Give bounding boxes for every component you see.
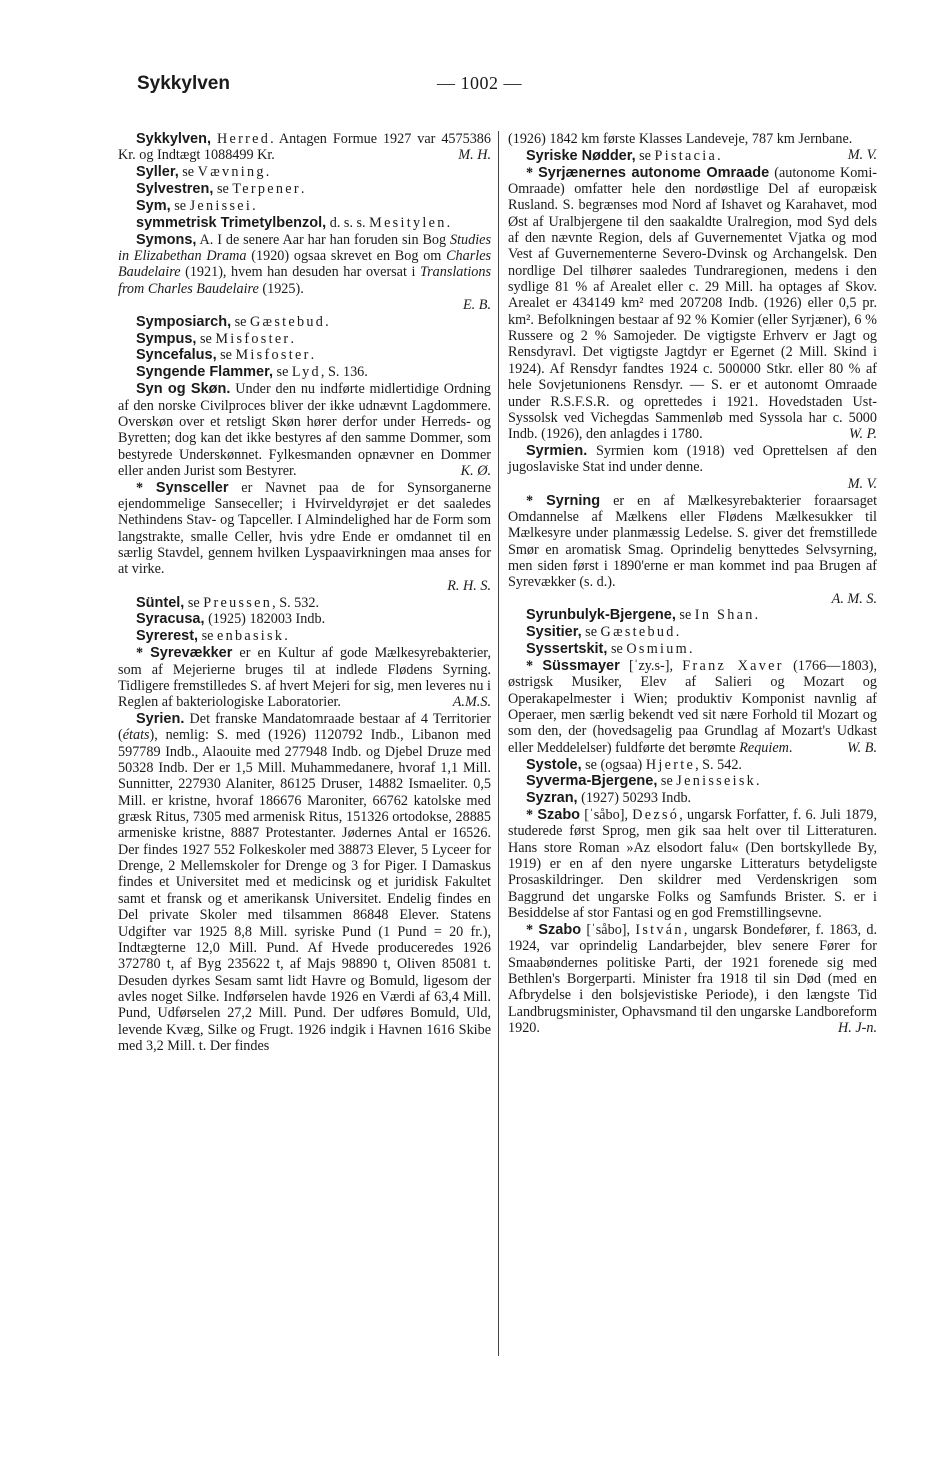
- entry-suntel: [118, 595, 491, 611]
- entry-text: Det franske Mandatomraade bestaar af 4 Territorier (: [118, 711, 492, 744]
- person-name: István: [635, 922, 684, 938]
- entry-text: er Navnet paa de for Synsorganerne ejendommelige Sanseceller; i Hvirveldyrøjet er det saaledes Nethindens Stav- og Tapceller. I Almindelighed har de Form som langstrakte, smalle Celler, hvis ydre Ende er omdannet til en særlig Stavdel, gennem hvilken Lyspaavirkningen maa anses for at virke.: [118, 479, 492, 578]
- entry-text: .: [300, 181, 305, 198]
- entry-text: .: [675, 624, 680, 641]
- entry-text: Syrmien kom (1918) ved Oprettelsen af den jugoslaviske Stat ind under denne.: [508, 443, 877, 476]
- see-label: se: [187, 594, 200, 611]
- entry-text: . Antagen Formue 1927 var 4575386 Kr. og Indtægt 1088499 Kr.: [118, 131, 491, 164]
- entry-szabo-dezso: [508, 807, 877, 921]
- entry-syrunbulyk: [508, 607, 877, 623]
- headword: Syrning: [546, 492, 601, 509]
- person-name: Franz Xaver: [682, 658, 784, 674]
- entry-text: .: [754, 607, 759, 624]
- entry-text: , S. 542.: [695, 756, 742, 773]
- entry-text: (1925).: [262, 280, 304, 297]
- entry-syzran: [508, 790, 877, 806]
- headword: Systole,: [526, 756, 582, 773]
- see-label: se: [220, 347, 232, 364]
- headword: Syngende Flammer,: [136, 364, 273, 381]
- see-label: se (ogsaa): [585, 756, 643, 773]
- see-label: se: [585, 624, 597, 641]
- pronunciation: [ˈsåbo],: [586, 922, 631, 938]
- author-signature: A. M. S.: [831, 591, 877, 608]
- entry-symons: [118, 232, 491, 297]
- entry-text: .: [788, 739, 793, 756]
- cross-ref: Lyd: [291, 364, 321, 381]
- entry-sussmayer: [508, 658, 877, 756]
- see-label: se: [234, 313, 247, 330]
- entry-szabo-istvan: [508, 922, 877, 1036]
- cross-ref: Jenisseisk: [676, 773, 757, 790]
- entry-sylvestren: [118, 181, 491, 197]
- entry-sympus: [118, 331, 491, 347]
- entry-text: (autonome Komi-Omraade) omfatter hele den nordøstlige Del af europæisk Rusland. S. begrænses mod Nord af Ishavet og Karahavet, mod Øst af Uralbjergene til den saakaldte Uralregion, mod Syd dels af den nævnte Region, dels af Guvernementet Vjatka og mod Vest af Guvernementerne Severo-Dvinsk og Archangelsk. Den nordlige Del tilhører saaledes Tundraregionen, medens i den sydlige 81 % af Arealet eller c. 29 Mill. ha optages af Skov. Arealet er 434149 km² med 207208 Indb. (1926) eller 0,5 pr. km². Befolkningen bestaar af 92 % Komier (eller Syrjæner), 6 % Russere og 2 % Samojeder. De vigtigste Erhverv er Jagt og Rensdyravl. Det vigtigste Jagtdyr er Egernet (2 Mill. Skind i 1924). Af Rensdyr fandtes 1924 c. 500000 Stkr. eller 80 % af hele Sovjetunionens Rensdyr. — S. er et autonomt Omraade under R.S.F.S.R. og oprettedes i 1921. Hovedstaden Ust-Syssolsk ved Vichegdas Sammenløb med Syssola har c. 5000 Indb. (1926), den anlagdes i 1780.: [508, 164, 877, 443]
- headword: Syncefalus,: [136, 347, 217, 364]
- right-column: [508, 131, 877, 1037]
- entry-text: (1766—1803), østrigsk Musiker, Elev af Salieri og Mozart og Operakapelmester i Wien; produktiv Komponist navnlig af Operaer, men særlig bekendt ved sit nære Forhold til Mozart og som den, der (hovedsagelig paa Grundlag af Mozart's Udkast eller Meddelelser) fuldførte det berømte: [508, 658, 877, 756]
- see-label: se: [679, 607, 692, 624]
- entry-text: er en af Mælkesyrebakterier foraarsaget Omdannelse af Mælkens eller Flødens Mælkesukker til Mælkesyre under planmæssig Ledelse. S. giver det fremstillede Smør en aromatisk Smag. Oprindelig benyttedes Selvsyrning, men siden først i 1890'erne er man kommet ind paa Brugen af Syrevækker (s. d.).: [508, 492, 878, 591]
- star-marker: *: [526, 492, 534, 509]
- headword: Symons,: [136, 231, 197, 248]
- entry-symposiarch: [118, 314, 491, 330]
- cross-ref: Terpener: [232, 181, 301, 198]
- entry-text: (1926) 1842 km første Klasses Landeveje, 787 km Jernbane.: [508, 131, 853, 147]
- entry-text: (1925) 182003 Indb.: [208, 611, 326, 628]
- star-marker: *: [526, 164, 534, 181]
- headword: Syller,: [136, 164, 179, 181]
- entry-syrning: [508, 493, 877, 591]
- cross-ref: Herred: [216, 131, 271, 147]
- entry-sym: [118, 198, 491, 214]
- headword: symmetrisk Trimetylbenzol,: [136, 214, 327, 231]
- entry-syracusa: [118, 611, 491, 627]
- cross-ref: Mesitylen: [369, 214, 447, 231]
- cross-ref: Hjerte: [645, 756, 696, 773]
- author-signature: H. J-n.: [837, 1020, 877, 1037]
- author-signature: A.M.S.: [452, 694, 491, 711]
- entry-text: ), nemlig: S. med (1926) 1120792 Indb., Libanon med 597789 Indb., Alaouite med 277948 Indb. og Djebel Druze med 50328 Indb. Der er 1,5 Mill. Muhammedanere, hvoraf 1,1 Mill. Sunnitter, 227930 Alaniter, 86125 Druser, 14882 Ismaeliter. 0,5 Mill. er kristne, hvoraf 186676 Maroniter, 66762 katolske med græsk Ritus, 7305 med armenisk Ritus, 151326 ortodokse, 28885 armeniske kristne, 8887 Protestanter. Jødernes Antal er 16526. Der findes 1927 552 Folkeskoler med 38873 Elever, 5 Lyceer for Drenge, 2 Mellemskoler for Drenge og 3 for Piger. I Damaskus findes et Universitet med et medicinsk og et juridisk Fakultet samt et fransk og et amerikansk Universitet. Endelig findes en Del private Skoler med tilsammen 86848 Elever. Statens Udgifter var 1925 8,8 Mill. syriske Pund (1 Pund = 20 fr.), Indtægterne 12,0 Mill. Pund. Af Hvede produceredes 1926 372780 t, af Byg 235622 t, af Majs 98890 t, Oliven 85081 t. Desuden dyrkes Sesam samt lidt Havre og Bomuld, ligesom der avles noget Silke. Indførselen havde 1926 en Værdi af 63,4 Mill. Pund, Udførselen 27,2 Mill. Pund. Der udføres Bomuld, Uld, levende Kvæg, Silke og Frugt. 1926 indgik i Havnen 1616 Skibe med 3,2 Mill. t. Der findes: [118, 727, 491, 1054]
- italic-term: états: [122, 727, 150, 744]
- entry-text: A. I de senere Aar har han foruden sin Bog: [199, 231, 447, 248]
- author-signature: M. V.: [847, 476, 877, 493]
- person-name: Dezsó: [632, 807, 680, 824]
- headword: Syrjænernes autonome Omraade: [538, 164, 770, 181]
- headword: Sylvestren,: [136, 181, 214, 198]
- headword: Symposiarch,: [136, 313, 232, 330]
- entry-syrien: [118, 711, 491, 1054]
- entry-symmetrisk: [118, 215, 491, 231]
- entry-syrevaekker: [118, 645, 491, 710]
- star-marker: *: [136, 479, 144, 496]
- cross-ref: Misfoster: [215, 330, 291, 347]
- work-title: Studies in Elizabethan Drama: [118, 231, 491, 264]
- entry-syriske-nodder: [508, 148, 877, 164]
- entry-syrjaenernes: [508, 165, 877, 443]
- headword: Syrevækker: [150, 645, 233, 662]
- entry-syn-og-skon: [118, 381, 491, 479]
- work-title: Charles Baudelaire: [118, 247, 492, 281]
- headword: Sym,: [136, 197, 171, 214]
- pronunciation: [ˈzy.s-],: [629, 658, 673, 674]
- headword: Syracusa,: [136, 611, 205, 628]
- running-head: Sykkylven: [137, 73, 230, 94]
- cross-ref: Preussen: [203, 594, 273, 611]
- star-marker: *: [526, 658, 534, 674]
- entry-text: .: [265, 164, 270, 181]
- page-header: [137, 73, 897, 103]
- page-number: — 1002 —: [437, 73, 522, 93]
- star-marker: *: [526, 807, 534, 824]
- author-signature: R. H. S.: [447, 578, 491, 595]
- headword: Sympus,: [136, 330, 197, 347]
- cross-ref: In Shan: [694, 607, 755, 624]
- headword: Synsceller: [155, 479, 229, 496]
- entry-syngende-flammer: [118, 364, 491, 380]
- headword: Syn og Skøn.: [136, 381, 231, 398]
- entry-text: , S. 136.: [320, 364, 368, 381]
- headword: Syriske Nødder,: [526, 147, 636, 164]
- author-signature: W. B.: [847, 739, 877, 756]
- work-title: Requiem: [739, 739, 789, 756]
- headword: Syrerest,: [136, 628, 199, 645]
- entry-sysitier: [508, 624, 877, 640]
- entry-text: (1921), hvem han desuden har oversat i: [185, 264, 416, 281]
- entry-text: .: [756, 773, 760, 790]
- entry-syrmien: [508, 443, 877, 476]
- headword: Syrien.: [136, 711, 185, 728]
- entry-syssertskit: [508, 641, 877, 657]
- cross-ref: Vævning: [197, 164, 266, 181]
- cross-ref: Osmium: [626, 641, 690, 658]
- author-signature: W. P.: [849, 426, 877, 443]
- entry-sykkylven: [118, 131, 491, 164]
- headword: Syzran,: [526, 790, 578, 807]
- cross-ref: enbasisk: [217, 628, 285, 645]
- headword: Szabo: [537, 807, 581, 824]
- column-divider: [498, 131, 499, 1356]
- headword: Syverma-Bjergene,: [526, 773, 658, 790]
- entry-text: .: [446, 214, 451, 231]
- headword: Süntel,: [136, 594, 185, 611]
- see-label: se: [182, 164, 195, 181]
- author-signature: K. Ø.: [460, 462, 491, 479]
- entry-syrerest: [118, 628, 491, 644]
- see-label: se: [660, 773, 673, 790]
- entry-text: .: [325, 313, 329, 330]
- headword: Sysitier,: [526, 624, 582, 641]
- entry-syncefalus: [118, 347, 491, 363]
- see-label: d. s. s.: [329, 214, 366, 231]
- see-label: se: [174, 197, 187, 214]
- entry-text: , ungarsk Bondefører, f. 1863, d. 1924, var oprindelig Landarbejder, blev senere Fører for Smaabøndernes politiske Parti, der 1921 forenede sig med Bethlen's Borgerparti. Minister fra 1918 til sin Død (med en Afbrydelse i den bolsjevistiske Periode), i den længste Tid Landbrugsminister, Ophavsmand til den ungarske Landboreform 1920.: [508, 922, 878, 1037]
- entry-synsceller: [118, 480, 491, 578]
- cross-ref: Gæstebud: [250, 313, 326, 330]
- headword: Szabo: [538, 922, 582, 938]
- entry-text: (1927) 50293 Indb.: [581, 790, 692, 807]
- author-signature: M. V.: [847, 147, 877, 164]
- star-marker: *: [526, 922, 534, 938]
- left-column: [118, 131, 491, 1055]
- entry-text: Under den nu indførte midlertidige Ordning af den norske Civilproces bliver der ikke udnævnt Lagdommere. Overskøn over et retsligt Skøn hører derfor under Herreds- og Byretten; dog kan det ikke bestyres af den samme Dommer, som bestyrede Underskønnet. Fylkesmanden opnævner en Dommer eller anden Jurist som Bestyrer.: [118, 381, 492, 479]
- entry-text: , S. 532.: [272, 594, 320, 611]
- entry-text: .: [717, 147, 721, 164]
- headword: Syrmien.: [526, 443, 588, 460]
- cross-ref: Misfoster: [235, 347, 311, 364]
- entry-text: .: [284, 628, 288, 645]
- entry-text: , ungarsk Forfatter, f. 6. Juli 1879, studerede først Sprog, men gik saa helt over til Litteraturen. Hans store Roman »Az elsodort falu« (Den bortskyllede By, 1919) er en af den nyere ungarske Litteraturs betydeligste Prosaskildringer. Den skildrer med Verdenskrigen som Baggrund det ungarske Folks og Samfunds Brister. S. er i Besiddelse af stor Fantasi og en god Fremstillingsevne.: [508, 807, 877, 922]
- entry-text: .: [290, 330, 294, 347]
- see-label: se: [610, 641, 623, 658]
- headword: Sykkylven,: [136, 131, 211, 147]
- star-marker: *: [136, 645, 144, 662]
- headword: Süssmayer: [542, 658, 620, 674]
- entry-text: .: [689, 641, 693, 658]
- see-label: se: [639, 147, 651, 164]
- author-signature: M. H.: [458, 147, 491, 164]
- headword: Syrunbulyk-Bjergene,: [526, 607, 676, 624]
- pronunciation: [ˈsåbo],: [584, 807, 628, 824]
- entry-syller: [118, 164, 491, 180]
- entry-systole: [508, 757, 877, 773]
- see-label: se: [199, 330, 212, 347]
- cross-ref: Pistacia: [654, 147, 718, 164]
- entry-text: .: [252, 197, 256, 214]
- entry-text: .: [310, 347, 315, 364]
- cross-ref: Gæstebud: [600, 624, 676, 641]
- entry-syverma: [508, 773, 877, 789]
- entry-text: (1920) ogsaa skrevet en Bog om: [251, 247, 442, 264]
- work-title: Translations from Charles Baudelaire: [118, 264, 491, 297]
- author-signature: E. B.: [463, 297, 491, 314]
- see-label: se: [201, 628, 214, 645]
- headword: Syssertskit,: [526, 641, 608, 658]
- see-label: se: [216, 181, 229, 198]
- see-label: se: [276, 364, 289, 381]
- entry-text: er en Kultur af gode Mælkesyrebakterier, som af Mejerierne bruges til at indlede Flødens Syrning. Tidligere fremstilledes S. af hvert Mejeri for sig, men leveres nu i Reglen af bakteriologiske Laboratorier.: [118, 645, 492, 711]
- cross-ref: Jenissei: [189, 197, 253, 214]
